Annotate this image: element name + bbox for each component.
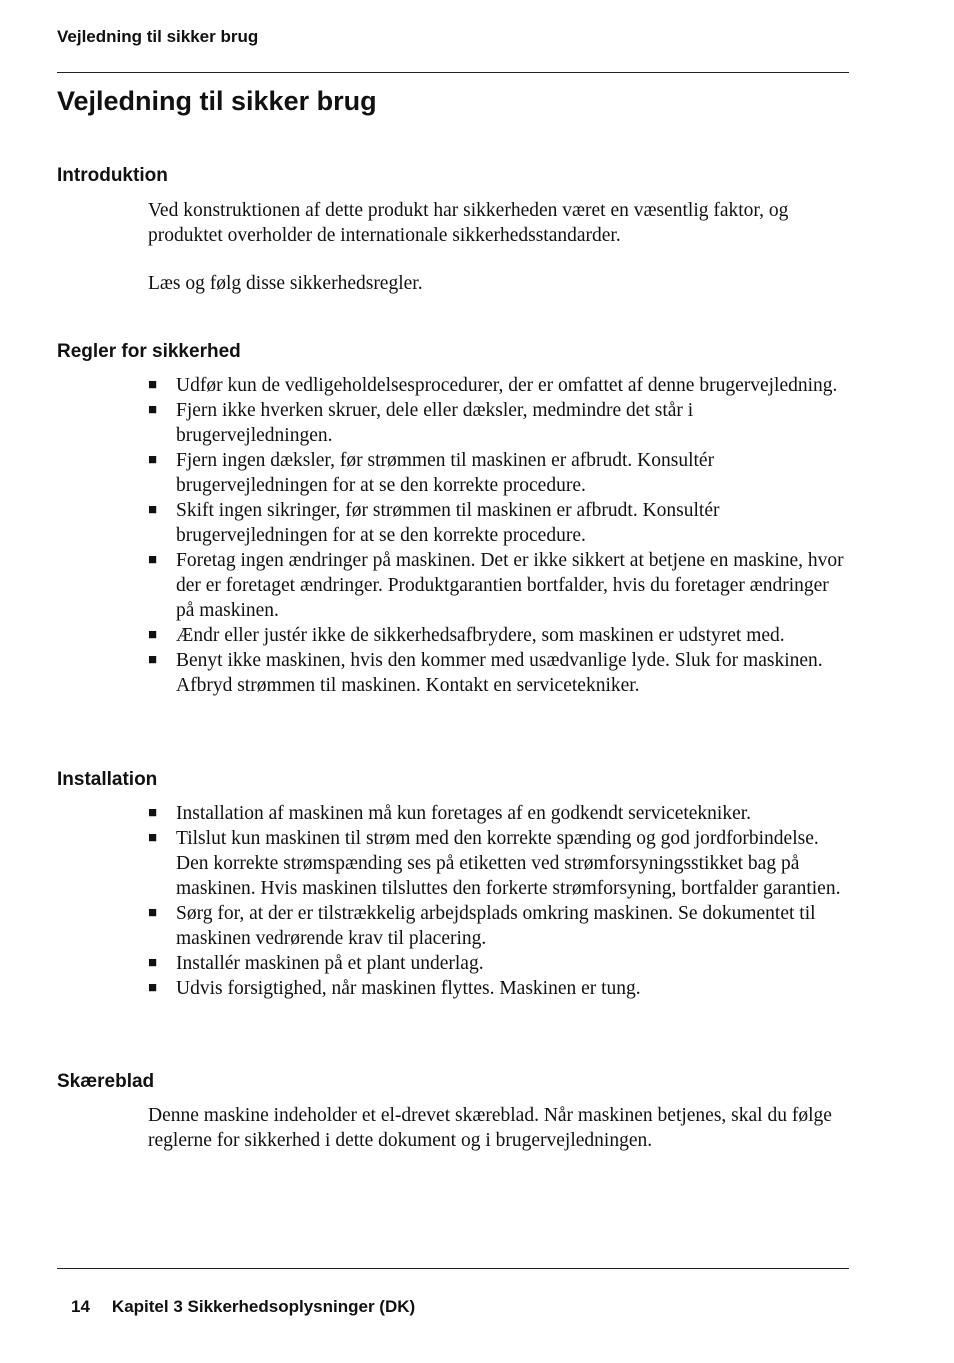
list-item (148, 548, 848, 623)
page-number: 14 (71, 1297, 90, 1316)
list-item-text: Skift ingen sikringer, før strømmen til maskinen er afbrudt. Konsultér brugervejledningen for at se den korrekte procedure. (176, 500, 720, 546)
list-item (148, 826, 848, 901)
page-footer (71, 1297, 415, 1317)
bullet-square-icon: ■ (148, 652, 158, 668)
bullet-square-icon: ■ (148, 402, 158, 418)
list-item-text: Tilslut kun maskinen til strøm med den korrekte spænding og god jordforbindelse. Den korrekte strømspænding ses på etiketten ved strømforsyningsstikket bag på maskinen. Hvis maskinen tilsluttes den forkerte strømforsyning, bortfalder garantien. (176, 828, 841, 899)
bullet-square-icon: ■ (148, 830, 158, 846)
page-title: Vejledning til sikker brug (57, 86, 377, 116)
bullet-square-icon: ■ (148, 502, 158, 518)
bullet-square-icon: ■ (148, 955, 158, 971)
section-heading-skaereblad: Skæreblad (57, 1071, 155, 1092)
list-item-text: Ændr eller justér ikke de sikkerhedsafbrydere, som maskinen er udstyret med. (176, 625, 785, 646)
list-item-text: Benyt ikke maskinen, hvis den kommer med usædvanlige lyde. Sluk for maskinen. Afbryd strømmen til maskinen. Kontakt en servicetekniker. (176, 650, 823, 696)
list-item (148, 901, 848, 951)
running-header: Vejledning til sikker brug (57, 27, 259, 46)
list-item (148, 648, 848, 698)
intro-paragraph-2: Læs og følg disse sikkerhedsregler. (148, 273, 423, 294)
list-item (148, 623, 848, 648)
list-item-text: Foretag ingen ændringer på maskinen. Det er ikke sikkert at betjene en maskine, hvor der er foretaget ændringer. Produktgarantien bortfalder, hvis du foretager ændringer på maskinen. (176, 550, 844, 621)
safety-rules-list (148, 373, 848, 698)
list-item-text: Installation af maskinen må kun foretages af en godkendt servicetekniker. (176, 803, 752, 824)
section-heading-regler: Regler for sikkerhed (57, 341, 241, 362)
bullet-square-icon: ■ (148, 805, 158, 821)
skaereblad-paragraph: Denne maskine indeholder et el-drevet skæreblad. Når maskinen betjenes, skal du følge reglerne for sikkerhed i dette dokument og i brugervejledningen. (148, 1105, 832, 1151)
header-divider (57, 72, 849, 73)
list-item (148, 498, 848, 548)
installation-list (148, 801, 848, 1001)
list-item (148, 398, 848, 448)
list-item (148, 373, 848, 398)
list-item-text: Fjern ingen dæksler, før strømmen til maskinen er afbrudt. Konsultér brugervejledningen for at se den korrekte procedure. (176, 450, 715, 496)
bullet-square-icon: ■ (148, 552, 158, 568)
chapter-title: Kapitel 3 Sikkerhedsoplysninger (DK) (111, 1297, 416, 1316)
section-heading-installation: Installation (57, 769, 158, 790)
list-item-text: Udvis forsigtighed, når maskinen flyttes. Maskinen er tung. (176, 978, 641, 999)
bullet-square-icon: ■ (148, 377, 158, 393)
intro-paragraph-1: Ved konstruktionen af dette produkt har sikkerheden været en væsentlig faktor, og produktet overholder de internationale sikkerhedsstandarder. (148, 200, 789, 246)
bullet-square-icon: ■ (148, 627, 158, 643)
list-item (148, 951, 848, 976)
list-item (148, 801, 848, 826)
bullet-square-icon: ■ (148, 980, 158, 996)
bullet-square-icon: ■ (148, 905, 158, 921)
list-item (148, 976, 848, 1001)
list-item-text: Fjern ikke hverken skruer, dele eller dæksler, medmindre det står i brugervejledningen. (176, 400, 694, 446)
section-heading-introduktion: Introduktion (57, 165, 168, 186)
footer-divider (57, 1268, 849, 1269)
list-item (148, 448, 848, 498)
list-item-text: Installér maskinen på et plant underlag. (176, 953, 484, 974)
list-item-text: Sørg for, at der er tilstrækkelig arbejdsplads omkring maskinen. Se dokumentet til maskinen vedrørende krav til placering. (176, 903, 816, 949)
list-item-text: Udfør kun de vedligeholdelsesprocedurer, der er omfattet af denne brugervejledning. (176, 375, 838, 396)
bullet-square-icon: ■ (148, 452, 158, 468)
